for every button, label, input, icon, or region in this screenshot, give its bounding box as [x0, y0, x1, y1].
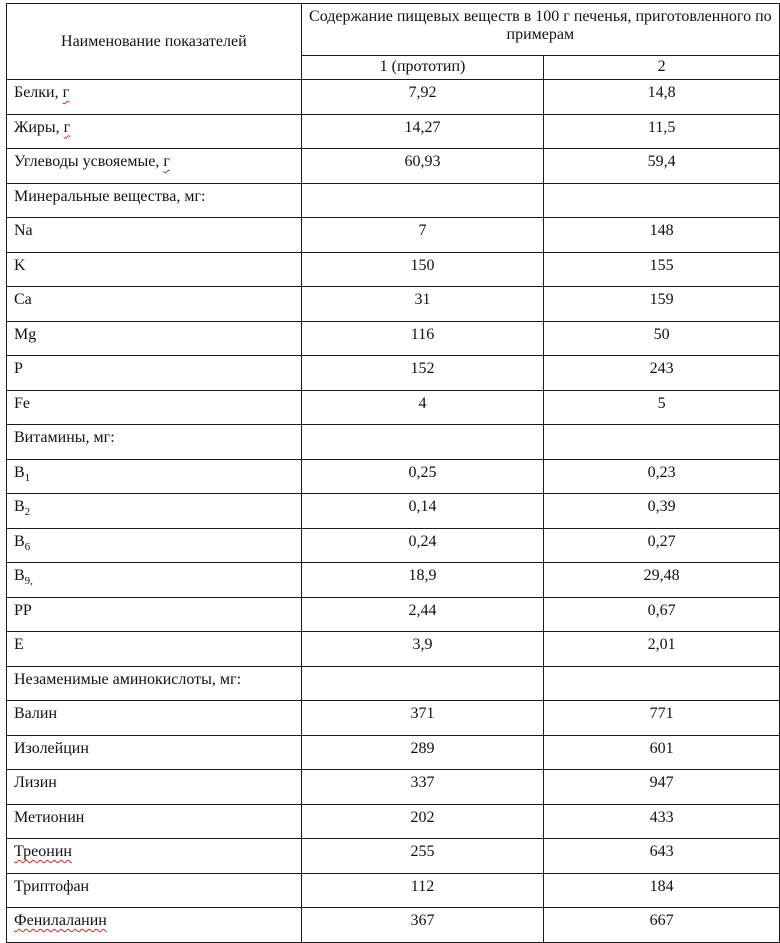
row-label	[7, 770, 302, 805]
value-cell-col1: 371	[301, 701, 544, 736]
row-label	[7, 356, 302, 391]
row-label-text: Mg	[14, 325, 37, 343]
table-row	[7, 356, 780, 391]
value-cell-col1: 31	[301, 287, 544, 322]
value-cell-col2: 771	[544, 701, 780, 736]
row-label-spellcheck-text: г	[163, 153, 170, 170]
row-label-text: Метионин	[14, 808, 85, 826]
table-row	[7, 459, 780, 494]
value-cell-col2: 11,5	[544, 114, 780, 149]
table-row	[7, 114, 780, 149]
value-cell-col1	[301, 183, 544, 218]
value-cell-col2: 0,23	[544, 459, 780, 494]
table-row	[7, 390, 780, 425]
table-row	[7, 287, 780, 322]
table-row	[7, 218, 780, 253]
row-label	[7, 839, 302, 874]
document-page	[6, 3, 780, 943]
row-label	[7, 80, 302, 115]
value-cell-col1: 14,27	[301, 114, 544, 149]
row-label-text: B	[14, 532, 25, 550]
table-row	[7, 321, 780, 356]
header-row-top	[7, 4, 780, 56]
row-label-subscript: 9,	[24, 575, 33, 588]
row-label-text: K	[14, 256, 26, 274]
row-label-text: B	[14, 463, 25, 481]
table-row	[7, 632, 780, 667]
value-cell-col1: 112	[301, 873, 544, 908]
value-cell-col2: 2,01	[544, 632, 780, 667]
value-cell-col2	[544, 666, 780, 701]
table-row	[7, 425, 780, 460]
value-cell-col1: 116	[301, 321, 544, 356]
row-label	[7, 459, 302, 494]
table-row	[7, 563, 780, 598]
row-label-text: Na	[14, 222, 33, 239]
value-cell-col2: 184	[544, 873, 780, 908]
nutrient-table	[6, 3, 780, 943]
row-label	[7, 873, 302, 908]
value-cell-col2: 643	[544, 839, 780, 874]
value-cell-col2: 155	[544, 252, 780, 287]
row-label	[7, 528, 302, 563]
table-row	[7, 908, 780, 943]
value-cell-col1: 4	[301, 390, 544, 425]
table-row	[7, 770, 780, 805]
value-cell-col2: 159	[544, 287, 780, 322]
value-cell-col1	[301, 666, 544, 701]
table-row	[7, 252, 780, 287]
value-cell-col2	[544, 183, 780, 218]
row-label-spellcheck-text: Фенилаланин	[14, 912, 107, 929]
value-cell-col2: 14,8	[544, 80, 780, 115]
row-label	[7, 252, 302, 287]
table-row	[7, 149, 780, 184]
row-label	[7, 321, 302, 356]
table-row	[7, 494, 780, 529]
row-label	[7, 114, 302, 149]
row-label-text: P	[14, 360, 23, 377]
column-header-1: 1 (прототип)	[301, 56, 544, 80]
value-cell-col2: 667	[544, 908, 780, 943]
row-label	[7, 287, 302, 322]
value-cell-col2: 243	[544, 356, 780, 391]
table-row	[7, 873, 780, 908]
row-label-text: Лизин	[14, 774, 57, 791]
value-cell-col1	[301, 425, 544, 460]
value-cell-col2: 148	[544, 218, 780, 253]
name-column-header: Наименование показателей	[7, 4, 302, 80]
row-label-text: Белки,	[14, 84, 63, 101]
row-label	[7, 701, 302, 736]
row-label-text: E	[14, 636, 24, 653]
value-cell-col1: 0,14	[301, 494, 544, 529]
row-label	[7, 597, 302, 632]
table-row	[7, 597, 780, 632]
value-cell-col2: 601	[544, 735, 780, 770]
row-label	[7, 425, 302, 460]
value-cell-col2: 0,67	[544, 597, 780, 632]
row-label	[7, 632, 302, 667]
content-group-header: Содержание пищевых веществ в 100 г печенья, приготовленного по примерам	[301, 4, 779, 56]
table-row	[7, 804, 780, 839]
table-row	[7, 666, 780, 701]
row-label-text: Валин	[14, 705, 58, 722]
row-label	[7, 804, 302, 839]
row-label-text: Изолейцин	[14, 739, 89, 757]
value-cell-col1: 152	[301, 356, 544, 391]
row-label-spellcheck-text: Треонин	[14, 843, 72, 860]
value-cell-col1: 18,9	[301, 563, 544, 598]
value-cell-col1: 7,92	[301, 80, 544, 115]
row-label	[7, 666, 302, 701]
value-cell-col2: 29,48	[544, 563, 780, 598]
row-label	[7, 149, 302, 184]
row-label-text: Углеводы усвояемые,	[14, 153, 164, 170]
row-label	[7, 218, 302, 253]
value-cell-col1: 0,25	[301, 459, 544, 494]
table-row	[7, 735, 780, 770]
row-label-text: Витамины, мг:	[14, 429, 115, 446]
table-row	[7, 528, 780, 563]
value-cell-col1: 255	[301, 839, 544, 874]
row-label-spellcheck-text: г	[62, 84, 70, 101]
table-row	[7, 701, 780, 736]
row-label-text: PP	[14, 601, 32, 619]
row-label-text: Незаменимые аминокислоты, мг:	[14, 670, 242, 688]
row-label	[7, 735, 302, 770]
table-body	[7, 80, 780, 943]
value-cell-col2: 0,27	[544, 528, 780, 563]
row-label-text: Жиры,	[14, 118, 64, 136]
value-cell-col1: 60,93	[301, 149, 544, 184]
value-cell-col2: 947	[544, 770, 780, 805]
row-label	[7, 494, 302, 529]
row-label	[7, 563, 302, 598]
value-cell-col1: 7	[301, 218, 544, 253]
value-cell-col1: 337	[301, 770, 544, 805]
value-cell-col2: 59,4	[544, 149, 780, 184]
value-cell-col1: 367	[301, 908, 544, 943]
value-cell-col1: 202	[301, 804, 544, 839]
row-label-subscript: 6	[24, 540, 31, 553]
row-label-text: Минеральные вещества, мг:	[14, 187, 206, 205]
row-label-subscript: 2	[24, 506, 31, 519]
row-label-spellcheck-text: г	[63, 118, 71, 136]
value-cell-col2: 433	[544, 804, 780, 839]
row-label-subscript: 1	[24, 471, 31, 484]
table-row	[7, 80, 780, 115]
value-cell-col1: 2,44	[301, 597, 544, 632]
row-label-text: B	[14, 498, 25, 515]
value-cell-col1: 289	[301, 735, 544, 770]
row-label	[7, 390, 302, 425]
row-label-text: Ca	[14, 291, 32, 308]
row-label-text: Триптофан	[14, 877, 90, 895]
value-cell-col2: 5	[544, 390, 780, 425]
value-cell-col1: 3,9	[301, 632, 544, 667]
value-cell-col2: 0,39	[544, 494, 780, 529]
value-cell-col2: 50	[544, 321, 780, 356]
table-row	[7, 183, 780, 218]
row-label-text: B	[14, 567, 25, 584]
value-cell-col1: 0,24	[301, 528, 544, 563]
table-header	[7, 4, 780, 80]
value-cell-col1: 150	[301, 252, 544, 287]
column-header-2: 2	[544, 56, 780, 80]
table-row	[7, 839, 780, 874]
value-cell-col2	[544, 425, 780, 460]
row-label	[7, 908, 302, 943]
row-label	[7, 183, 302, 218]
row-label-text: Fe	[14, 394, 30, 412]
